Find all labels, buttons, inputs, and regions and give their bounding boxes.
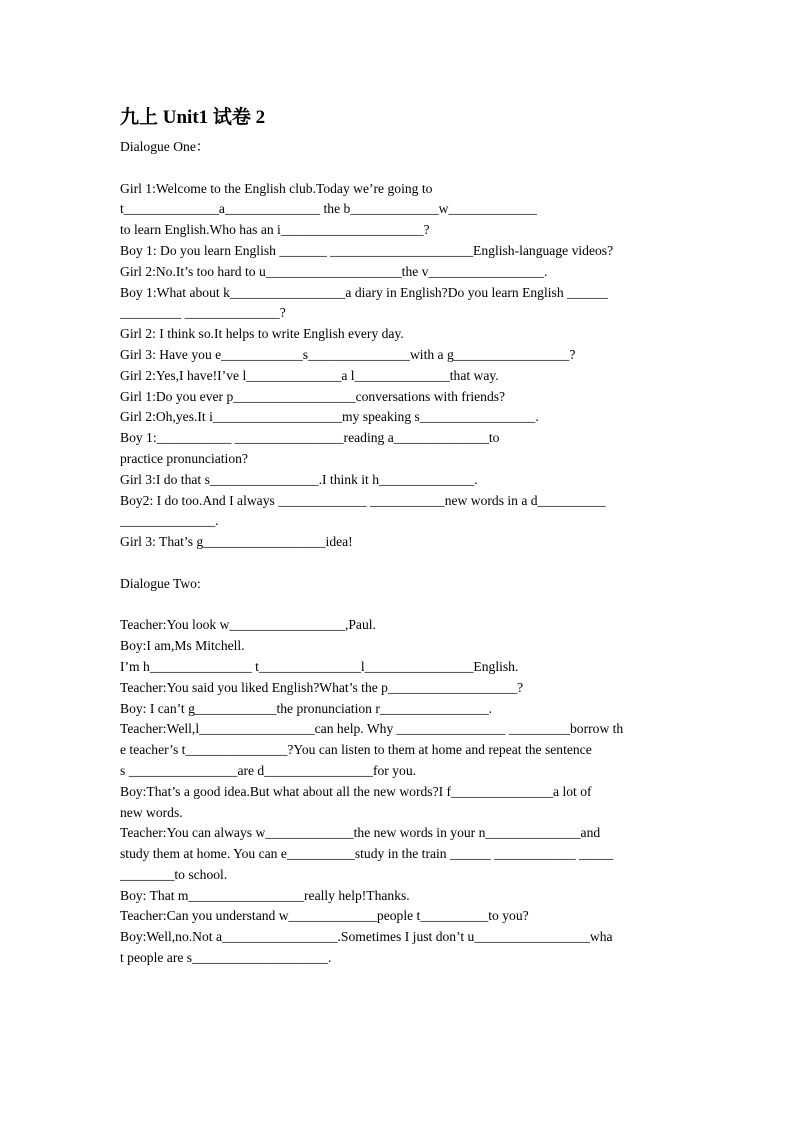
dialogue-line: Girl 2:Oh,yes.It i___________________my speaking s_________________. (120, 409, 539, 425)
dialogue-one-heading: Dialogue One： (120, 139, 210, 154)
dialogue-two-heading: Dialogue Two: (120, 575, 201, 591)
dialogue-line: t______________a______________ the b_____________w_____________ (120, 201, 537, 217)
dialogue-line: t people are s____________________. (120, 950, 332, 966)
dialogue-line: Girl 2:No.It’s too hard to u____________________the v_________________. (120, 263, 548, 279)
dialogue-line: ______________. (120, 513, 219, 529)
worksheet-page (120, 105, 676, 969)
dialogue-line: Boy: I can’t g____________the pronunciation r________________. (120, 700, 493, 716)
dialogue-line: Teacher:You said you liked English?What’s the p___________________? (120, 679, 524, 695)
dialogue-line: study them at home. You can e__________study in the train ______ ____________ _____ (120, 846, 614, 862)
dialogue-line: Girl 3: Have you e____________s_______________with a g_________________? (120, 346, 576, 362)
dialogue-line: practice pronunciation? (120, 450, 248, 466)
dialogue-line: Girl 2:Yes,I have!I’ve l______________a l______________that way. (120, 367, 499, 383)
spacer (120, 158, 676, 179)
dialogue-line: ________to school. (120, 866, 228, 882)
dialogue-line: Girl 3: That’s g__________________idea! (120, 534, 353, 550)
dialogue-line: Boy:Well,no.Not a_________________.Sometimes I just don’t u_________________wha (120, 929, 613, 945)
dialogue-one-body (120, 179, 676, 553)
dialogue-line: to learn English.Who has an i_____________________? (120, 222, 430, 238)
dialogue-line: Boy:I am,Ms Mitchell. (120, 638, 245, 654)
dialogue-line: Girl 3:I do that s________________.I think it h______________. (120, 471, 478, 487)
spacer (120, 595, 676, 616)
dialogue-line: Boy2: I do too.And I always _____________ ___________new words in a d__________ (120, 492, 606, 508)
dialogue-line: _________ ______________? (120, 305, 286, 321)
dialogue-line: s ________________are d________________for you. (120, 762, 417, 778)
dialogue-line: new words. (120, 804, 183, 820)
dialogue-line: Teacher:Well,l_________________can help. Why ________________ _________borrow th (120, 721, 624, 737)
dialogue-line: e teacher’s t_______________?You can listen to them at home and repeat the sentence (120, 742, 592, 758)
dialogue-line: Teacher:You can always w_____________the new words in your n______________and (120, 825, 601, 841)
dialogue-line: Boy:That’s a good idea.But what about all the new words?I f_______________a lot of (120, 783, 592, 799)
dialogue-line: Girl 2: I think so.It helps to write English every day. (120, 326, 404, 342)
dialogue-line: Boy 1:What about k_________________a diary in English?Do you learn English ______ (120, 284, 608, 300)
dialogue-line: Teacher:Can you understand w_____________people t__________to you? (120, 908, 529, 924)
dialogue-line: Boy 1:___________ ________________reading a______________to (120, 430, 500, 446)
spacer (120, 553, 676, 574)
dialogue-line: Boy 1: Do you learn English _______ _____________________English-language videos? (120, 242, 614, 258)
dialogue-line: I’m h_______________ t_______________l________________English. (120, 658, 519, 674)
worksheet-title: 九上 Unit1 试卷 2 (120, 107, 266, 128)
dialogue-line: Boy: That m_________________really help!Thanks. (120, 887, 410, 903)
dialogue-two-body (120, 615, 676, 969)
dialogue-line: Girl 1:Welcome to the English club.Today we’re going to (120, 180, 433, 196)
dialogue-line: Teacher:You look w_________________,Paul. (120, 617, 376, 633)
dialogue-line: Girl 1:Do you ever p__________________conversations with friends? (120, 388, 506, 404)
